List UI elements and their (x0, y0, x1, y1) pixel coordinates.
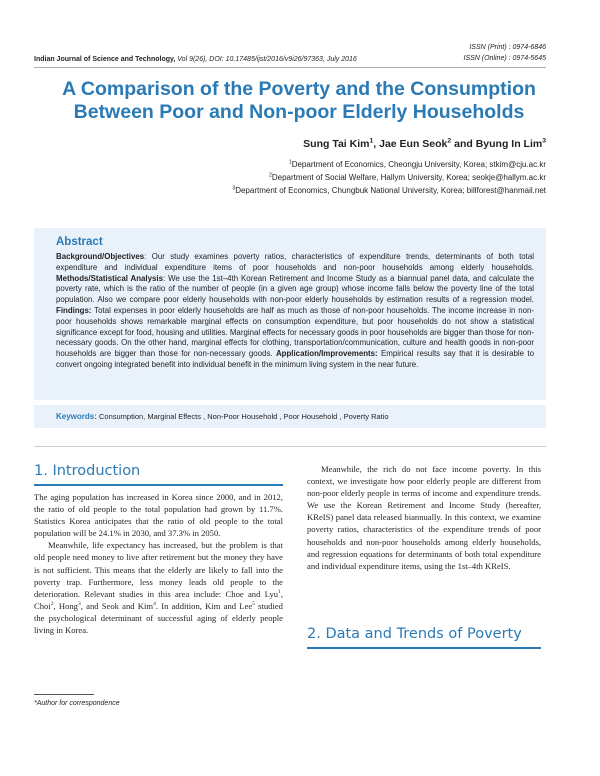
affiliation-text: Department of Social Welfare, Hallym University, Korea; seokje@hallym.ac.kr (271, 173, 546, 182)
section-heading-rule (34, 484, 283, 486)
keywords-text: Consumption, Marginal Effects , Non-Poor Household , Poor Household , Poverty Ratio (96, 412, 389, 421)
abstract-label-background: Background/Objectives (56, 252, 145, 261)
intro-text: studied the psychological determinant of successful aging of elderly people living in Korea. (34, 600, 283, 636)
author-and: and (451, 138, 476, 150)
author-name: Byung In Lim (475, 138, 543, 150)
abstract-background: : Our study examines poverty ratios, characteristics of expenditure trends, determinants of both total expenditure and individual expenditure items of poor households and non-poor households among elderly households. (56, 252, 534, 272)
issn-print: ISSN (Print) : 0974-6846 (469, 44, 546, 51)
affiliation-2 (269, 173, 546, 182)
journal-name: Indian Journal of Science and Technology, (34, 56, 176, 63)
affiliation-1 (289, 160, 546, 169)
header-divider (34, 67, 546, 68)
affiliation-3 (232, 186, 546, 195)
section-heading-rule (307, 647, 541, 649)
author-name: Jae Eun Seok (379, 138, 448, 150)
abstract-findings: Total expenses in poor elderly households are half as much as those of non-poor households. The income increase in non-poor households shows remarkable marginal effects on consumption expenditure, but poor households do not show a statistical significance except for food, housing and utilities. Marginal effects for necessary goods in poor households are bigger than those for non-necessary goods. On the other hand, marginal effects for clothing, transportation/communication, culture and health goods in non-poor households are bigger than those for non-necessary goods. (56, 305, 534, 359)
title-line-2: Between Poor and Non-poor Elderly Households (73, 101, 525, 123)
affiliation-text: Department of Economics, Cheongju University, Korea; stkim@cju.ac.kr (291, 160, 546, 169)
affiliation-mark: 2 (268, 172, 272, 179)
intro-paragraph-2 (34, 539, 283, 636)
abstract-methods: : We use the 1st–4th Korean Retirement and Income Study as a biannual panel data, and calculate the poverty rate, which is the ratio of the number of people (in a given age group) whose income falls below the poverty line of the total population. Also we compare poor elderly households with non-poor elderly households by estimation results of a regression model. (56, 273, 534, 305)
right-column (307, 463, 541, 572)
title-line-1: A Comparison of the Poverty and the Consumption (62, 78, 536, 100)
author-affiliation-mark: 1 (369, 137, 374, 145)
author-affiliation-mark: 2 (447, 137, 452, 145)
intro-text: , Hong (53, 600, 78, 611)
citation-ref: 2 (50, 600, 54, 607)
author-affiliation-mark: 3 (542, 137, 546, 145)
section-heading-introduction: 1. Introduction (34, 463, 141, 479)
affiliation-mark: 1 (288, 159, 292, 166)
keywords-divider (34, 446, 546, 447)
issn-online: ISSN (Online) : 0974-5645 (463, 55, 546, 62)
footnote-correspondence: *Author for correspondence (34, 700, 120, 707)
author-list (303, 138, 546, 150)
citation-ref: 3 (77, 600, 81, 607)
journal-citation (34, 56, 357, 63)
abstract-label-methods: Methods/Statistical Analysis (56, 273, 163, 283)
left-column (34, 491, 283, 636)
affiliation-mark: 3 (232, 185, 236, 192)
abstract-label-application: Application/Improvements: (275, 349, 378, 359)
author-separator: , (373, 138, 380, 150)
intro-paragraph-1: The aging population has increased in Korea since 2000, and in 2012, the ratio of old people to the total population had grown by 11.7%. Statistics Korea anticipates that the ratio of old people to the total population will be 24.1% in 2030, and 37.3% in 2050. (34, 492, 283, 539)
author-name: Sung Tai Kim (303, 138, 370, 150)
abstract-label-findings: Findings: (56, 305, 92, 315)
intro-text: , and Seok and Kim (80, 600, 154, 611)
abstract-heading: Abstract (56, 236, 103, 248)
footnote-rule (34, 694, 94, 695)
intro-text: Meanwhile, life expectancy has increased, but the problem is that old people need money to live after retirement but the money they have is not sufficient. This means that the elderly are likely to fall into the poverty trap. Furthermore, less money leads old people to the deterioration. Relevant studies in this area include: Choe and Lyu (34, 540, 283, 599)
section-heading-data-trends: 2. Data and Trends of Poverty (307, 626, 522, 642)
intro-paragraph-3: Meanwhile, the rich do not face income poverty. In this context, we investigate how poor elderly people are different from non-poor elderly people in terms of income and expenditure trends. We use the Korean Retirement and Income Study (hereafter, KReIS) panel data released biannually. In this context, we examine poverty ratios, characteristics of the expenditure trends of poor households and non-poor households among elderly households, and regression equations for determinants of both total expenditure and individual expenditure items, using the 1st–4th KReIS. (307, 464, 541, 571)
intro-text: , Choi (34, 588, 283, 611)
keywords (56, 412, 389, 421)
citation-ref: 4 (153, 600, 156, 607)
affiliation-text: Department of Economics, Chungbuk National University, Korea; billforest@hanmail.net (235, 186, 546, 195)
citation-ref: 5 (252, 600, 255, 607)
journal-details: Vol 9(26), DOI: 10.17485/ijst/2016/v9i26/97363, July 2016 (175, 56, 357, 63)
intro-text: . In addition, Kim and Lee (155, 600, 253, 611)
article-title (34, 78, 564, 124)
keywords-label: Keywords: (56, 412, 97, 421)
citation-ref: 1 (278, 588, 281, 595)
abstract-application: Empirical results say that it is desirable to convert ongoing integrated benefit into individual benefit in the minimum living system in the near future. (56, 349, 534, 369)
abstract-text (56, 252, 534, 371)
